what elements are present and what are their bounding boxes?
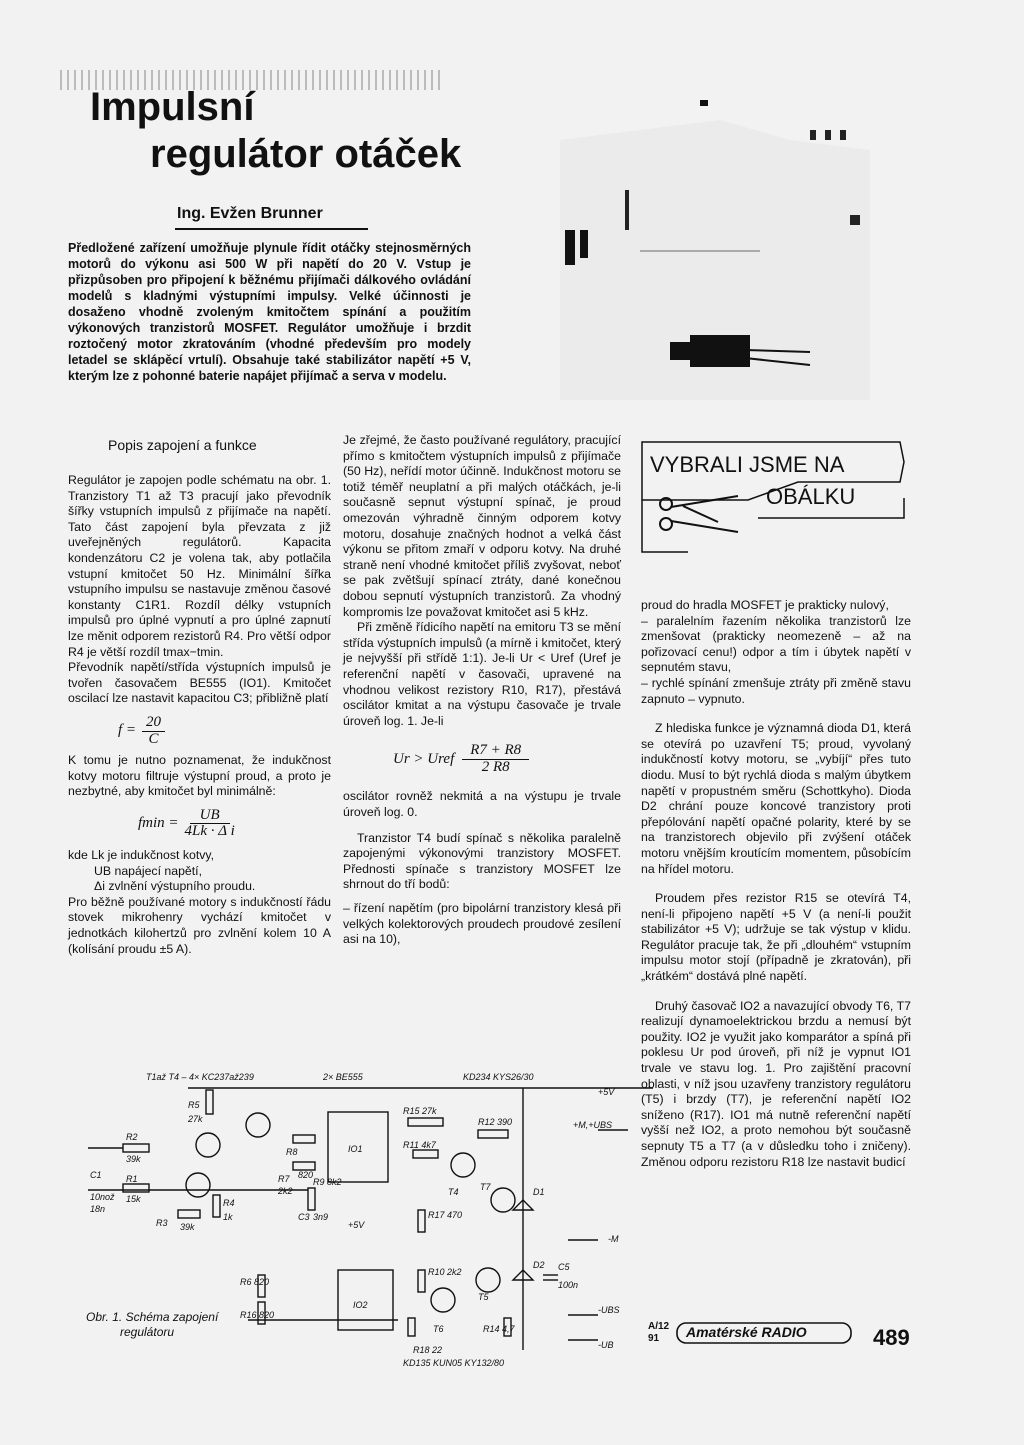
svg-text:39k: 39k <box>126 1154 141 1164</box>
formula-denominator: C <box>148 730 159 747</box>
svg-text:1k: 1k <box>223 1212 233 1222</box>
paragraph: – řízení napětím (pro bipolární tranzistory klesá při velkých kolektorových proudech proudové zesílení asi na 10), <box>343 901 621 947</box>
svg-text:C3: C3 <box>298 1212 310 1222</box>
issue-label: A/12 91 <box>648 1321 670 1344</box>
paragraph: Z hlediska funkce je významná dioda D1, která se otevírá po uzavření T5; proud, vyvolaný indukčností kotvy motoru, se „vybíjí“ přes tuto diodu. Musí to být rychlá dioda s malým úbytkem napětí v propustném směru (Schottkyho). Dioda D2 chrání pouze koncové tranzistory proti přepólování napětí opačné polarity, které by se na tranzistorech objevilo při zvýšení otáček motoru vnějším kroutícím momentem, působícím na hřídel motoru. <box>641 721 911 876</box>
magazine-logo <box>676 1322 852 1344</box>
svg-text:2× BE555: 2× BE555 <box>323 1072 363 1082</box>
svg-text:T7: T7 <box>480 1182 491 1192</box>
paragraph: Tranzistor T4 budí spínač s několika paralelně zapojenými výkonovými tranzistory MOSFET. Přednosti spínače s tranzistory MOSFET lze shrnout do tří bodů: <box>343 830 621 892</box>
svg-text:R2: R2 <box>126 1132 138 1142</box>
definition: kde Lk je indukčnost kotvy, <box>68 848 215 863</box>
formula-lhs: Ur > Uref <box>393 750 455 767</box>
svg-text:39k: 39k <box>180 1222 195 1232</box>
definition: Δi zvlnění výstupního proudu. <box>94 879 256 894</box>
svg-text:KD234 KYS26/30: KD234 KYS26/30 <box>463 1072 534 1082</box>
svg-text:D1: D1 <box>533 1187 545 1197</box>
formula-condition <box>393 743 621 775</box>
svg-text:T5: T5 <box>478 1292 489 1302</box>
cover-badge <box>638 440 908 560</box>
definition: UB napájecí napětí, <box>94 863 203 878</box>
svg-text:+5V: +5V <box>598 1087 615 1097</box>
caption-line: regulátoru <box>120 1325 175 1339</box>
svg-text:R7: R7 <box>278 1174 290 1184</box>
formula-fmin <box>138 808 331 840</box>
svg-text:C5: C5 <box>558 1262 570 1272</box>
formula-numerator: 20 <box>142 715 165 732</box>
svg-text:R10 2k2: R10 2k2 <box>428 1267 462 1277</box>
paragraph: Druhý časovač IO2 a navazující obvody T6, T7 realizují dynamoelektrickou brzdu a nemusí být použity. IO2 je využit jako komparátor a spíná při poklesu Ur pod úroveň, při níž je vypnut IO1 trvale ve stavu log. 1. Pro zajištění pracovní oblasti, v níž jsou uzavřeny tranzistory regulátoru (T5) i brzdy (T7), je referenční napětí IO2 sníženo (R17). IO1 má nutně referenční napětí vyšší než IO2, a proto nemohou být současně sepnuty T5 a T7 (a v důsledku toho i zničeny). Změnou odporu rezistoru R18 lze nastavit budicí <box>641 998 911 1169</box>
magazine-name: Amatérské RADIO <box>686 1324 807 1340</box>
svg-text:R17 470: R17 470 <box>428 1210 463 1220</box>
column-middle <box>343 433 621 948</box>
svg-text:IO2: IO2 <box>353 1300 368 1310</box>
title-background <box>60 60 480 200</box>
paragraph: oscilátor rovněž nekmitá a na výstupu je trvale úroveň log. 0. <box>343 789 621 820</box>
paragraph: Proudem přes rezistor R15 se otevírá T4, není-li připojeno napětí +5 V (a není-li použit stabilizátor +5 V); udržuje se tak výstup v klidu. Regulátor pracuje tak, že při „dlouhém“ vstupním impulsu motor stojí (případně je zkratován), při „krátkém“ dostává plné napětí. <box>641 891 911 984</box>
svg-text:-UBS: -UBS <box>598 1305 620 1315</box>
svg-text:820: 820 <box>298 1170 314 1180</box>
svg-text:R3: R3 <box>156 1218 168 1228</box>
svg-text:+5V: +5V <box>348 1220 365 1230</box>
svg-text:C1: C1 <box>90 1170 102 1180</box>
section-heading: Popis zapojení a funkce <box>108 437 257 453</box>
lead-paragraph: Předložené zařízení umožňuje plynule řídit otáčky stejnosměrných motorů do výkonu asi 500 W při napětí do 20 V. Vstup je přizpůsoben pro připojení k běžnému přijímači dálkového ovládání modelů s kladnými výstupními impulsy. Velké účinnosti je dosaženo vhodně zvoleným kmitočtem spínání a použitím výkonových tranzistorů MOSFET. Regulátor umožňuje i brzdit roztočený motor zkratováním (vhodné především pro modely letadel se sklápěcí vrtulí). Obsahuje také stabilizátor napětí +5 V, kterým lze z pohonné baterie napájet přijímač a serva v modelu. <box>68 241 471 383</box>
svg-text:R16 820: R16 820 <box>240 1310 275 1320</box>
formula-denominator: 4Lk · Δ i <box>184 823 235 840</box>
svg-text:R11 4k7: R11 4k7 <box>403 1140 436 1150</box>
svg-text:R18 22: R18 22 <box>413 1345 443 1355</box>
svg-text:-UB: -UB <box>598 1340 614 1350</box>
paragraph: Regulátor je zapojen podle schématu na obr. 1. Tranzistory T1 až T3 pracují jako převodník šířky vstupních impulsů z přijímače na napětí. Tato část zapojení byla převzata z již uveřejněných regulátorů. Kapacita kondenzátoru C2 je volena tak, aby potlačila vstupní kmitočet 50 Hz. Minimální šířka vstupního impulsu se nastavuje změnou časové konstanty C1R1. Rozdíl délky vstupních impulsů pro úplné vypnutí a pro úplné zapnutí lze měnit odporem rezistorů R4. Pro větší odpor R4 je větší rozdíl tmax−tmin. <box>68 473 331 659</box>
svg-text:R12 390: R12 390 <box>478 1117 513 1127</box>
author-rule <box>175 228 368 230</box>
svg-text:27k: 27k <box>188 1114 203 1124</box>
svg-text:R5: R5 <box>188 1100 200 1110</box>
paragraph: proud do hradla MOSFET je prakticky nulový, <box>641 598 889 612</box>
svg-text:R1: R1 <box>126 1174 138 1184</box>
paragraph: Je zřejmé, že často používané regulátory, pracující přímo s kmitočtem výstupních impulsů z přijímače (50 Hz), neřídí motor účinně. Indukčnost motoru se totiž téměř neuplatní a při malých otáčkách, je-li současně sepnut výstupní spínač, je proud omezován výhradně činným odporem kotvy motoru, dosahuje značných hodnot a velká část výkonu se přitom zmaří v odporu kotvy. Na druhé straně není vhodné kmitočet příliš zvyšovat, neboť se pak zvětšují spínací ztráty, dané konečnou dobou sepnutí výstupních tranzistorů. Za vhodný kompromis lze považovat kmitočet asi 5 kHz. <box>343 433 621 619</box>
svg-text:D2: D2 <box>533 1260 545 1270</box>
svg-text:R4: R4 <box>223 1198 235 1208</box>
svg-text:3n9: 3n9 <box>313 1212 329 1222</box>
svg-text:10nož: 10nož <box>90 1192 115 1202</box>
formula-numerator: UB <box>190 808 230 825</box>
scissors-icon <box>660 496 738 532</box>
page-number: 489 <box>873 1325 910 1350</box>
formula-numerator: R7 + R8 <box>462 743 529 760</box>
column-left <box>68 473 331 957</box>
column-right <box>641 598 911 1170</box>
formula-lhs: fmin = <box>138 815 179 832</box>
device-photo <box>540 80 880 410</box>
paragraph: Převodník napětí/střída výstupních impulsů je tvořen časovačem BE555 (IO1). Kmitočet oscilací lze nastavit kapacitou C3; přibližně platí <box>68 660 331 706</box>
article-title-line2: regulátor otáček <box>150 132 462 176</box>
svg-text:-M: -M <box>608 1234 619 1244</box>
article-title-line1: Impulsní <box>90 85 255 129</box>
svg-text:R14 4,7: R14 4,7 <box>483 1324 515 1334</box>
formula-frequency <box>118 715 331 747</box>
svg-text:R8: R8 <box>286 1147 298 1157</box>
paragraph: Pro běžně používané motory s indukčností řádu stovek mikrohenry vychází kmitočet v jednotkách kilohertzů pro zvlnění kolem 10 A (kolísání proudu ±5 A). <box>68 894 331 956</box>
svg-text:R15 27k: R15 27k <box>403 1106 437 1116</box>
author: Ing. Evžen Brunner <box>177 205 323 222</box>
svg-text:2k2: 2k2 <box>278 1186 293 1196</box>
svg-text:18n: 18n <box>90 1204 106 1214</box>
svg-text:IO1: IO1 <box>348 1144 363 1154</box>
svg-text:T6: T6 <box>433 1324 444 1334</box>
figure-caption <box>86 1310 218 1340</box>
paragraph: – paralelním řazením několika tranzistorů lze zmenšovat (prakticky neomezeně – až na pořizovací cenu!) odpor a tím i úbytek napětí v sepnutém stavu, <box>641 613 911 675</box>
paragraph: K tomu je nutno poznamenat, že indukčnost kotvy motoru filtruje výstupní proud, a proto je nezbytné, aby kmitočet byl minimálně: <box>68 753 331 799</box>
svg-text:T4: T4 <box>448 1187 459 1197</box>
paragraph: Při změně řídicího napětí na emitoru T3 se mění střída výstupních impulsů (a mírně i kmitočet, který je nejvyšší při střídě 1:1). Je-li Ur < Uref (Uref je referenční napětí v časovači, upravené na vhodnou velikost rezistory R10, R17), přestává oscilátor kmitat a na výstupu časovače je trvale úroveň log. 1. Je-li <box>343 620 621 728</box>
badge-line1: VYBRALI JSME NA <box>650 452 845 477</box>
svg-text:15k: 15k <box>126 1194 141 1204</box>
caption-line: Obr. 1. Schéma zapojení <box>86 1310 219 1324</box>
svg-text:KD135 KUN05 KY132/80: KD135 KUN05 KY132/80 <box>403 1358 505 1368</box>
badge-line2: OBÁLKU <box>766 484 856 509</box>
paragraph: – rychlé spínání zmenšuje ztráty při změně stavu zapnuto – vypnuto. <box>641 675 911 706</box>
svg-text:+M,+UBS: +M,+UBS <box>573 1120 613 1130</box>
svg-text:R6 820: R6 820 <box>240 1277 270 1287</box>
svg-text:R9 8k2: R9 8k2 <box>313 1177 342 1187</box>
formula-denominator: 2 R8 <box>481 758 510 775</box>
svg-text:100n: 100n <box>558 1280 579 1290</box>
svg-text:T1až T4 – 4× KC237až239: T1až T4 – 4× KC237až239 <box>146 1072 254 1082</box>
formula-lhs: f = <box>118 722 137 739</box>
